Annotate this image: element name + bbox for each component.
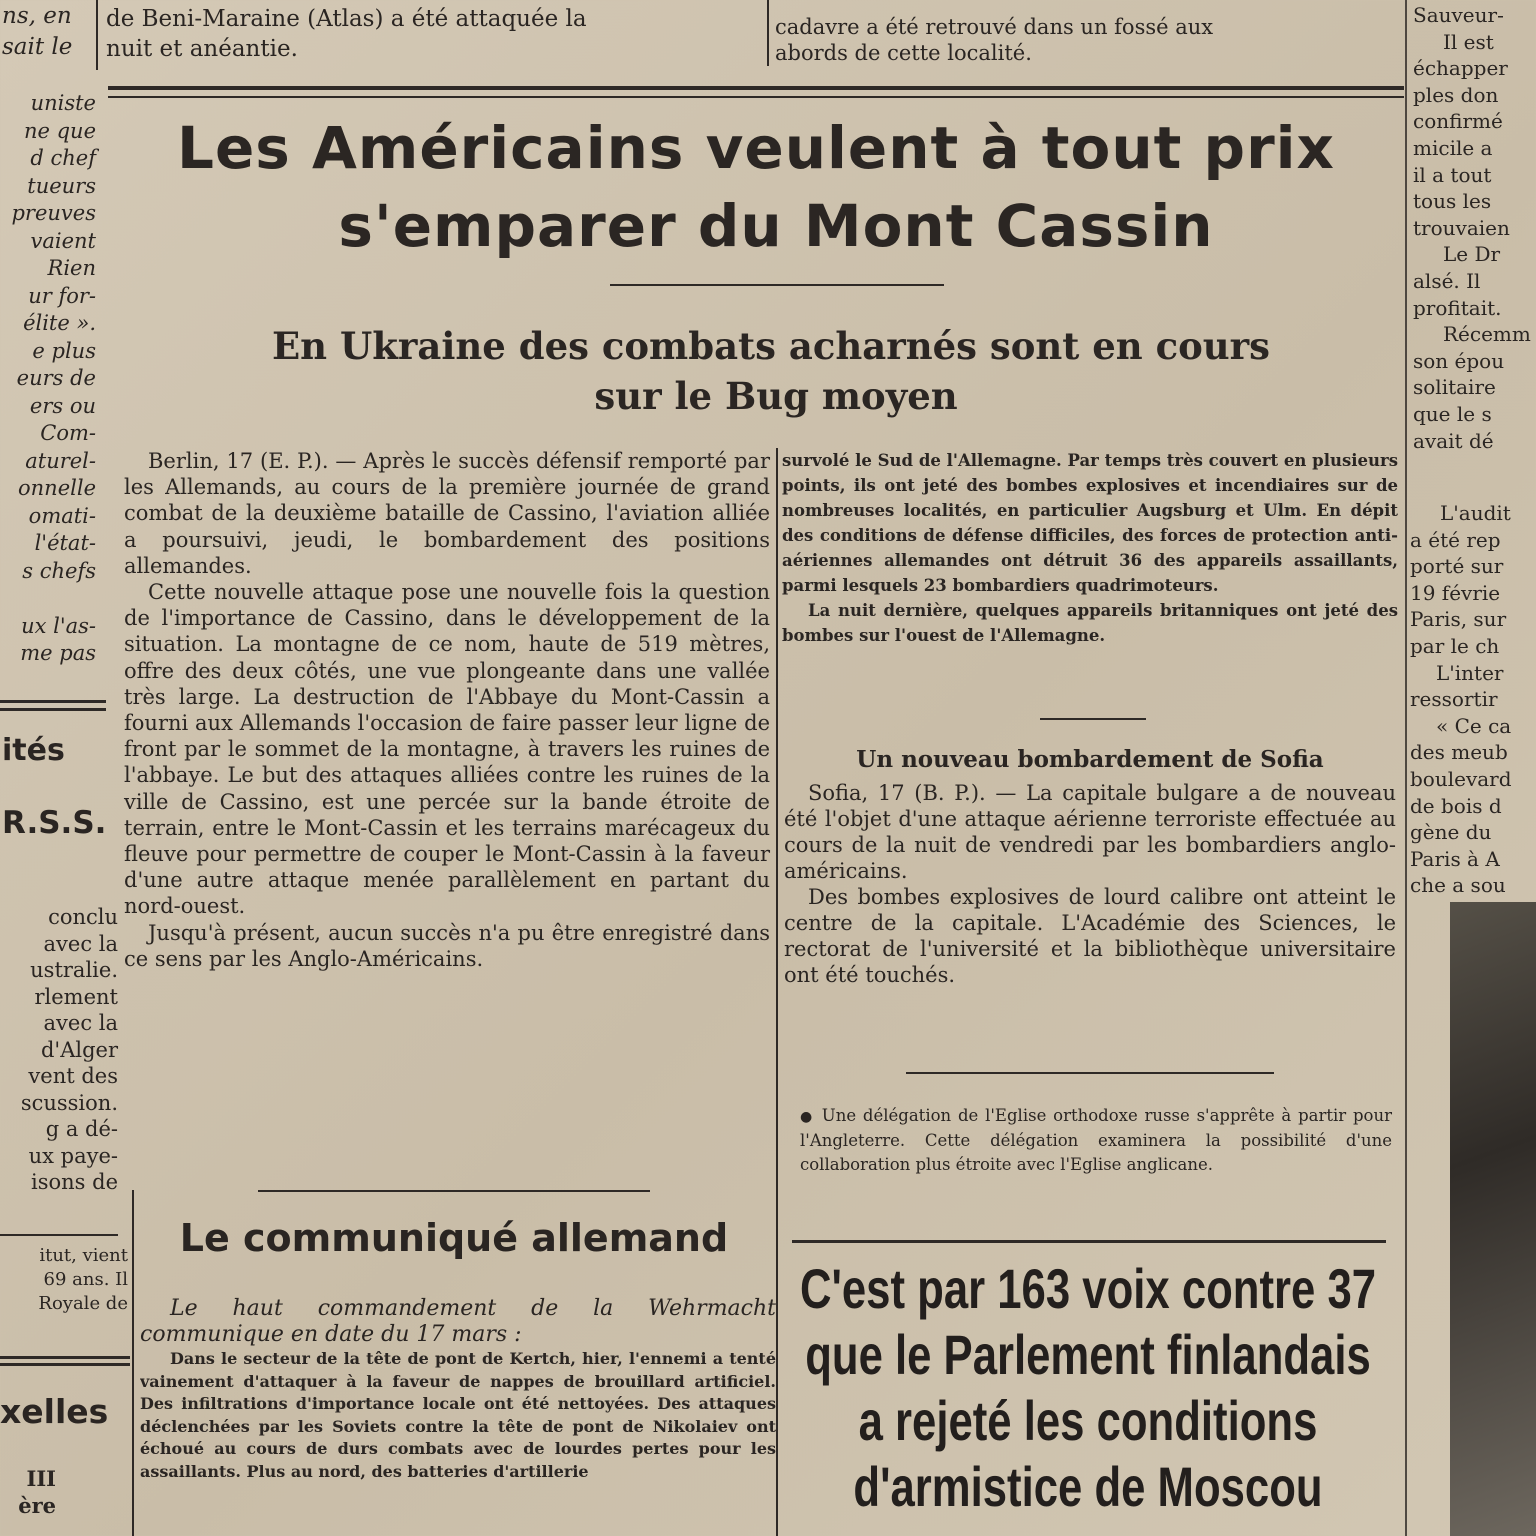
left-fragment-line: eurs de xyxy=(16,366,96,390)
left-fragment-line: Rien xyxy=(47,256,96,280)
right-fragment-line: porté sur xyxy=(1410,554,1504,579)
left-fragment-line: d'Alger xyxy=(40,1037,118,1062)
right-fragment-line: L'audit xyxy=(1440,501,1511,525)
left-fragment-line: ustralie. xyxy=(30,958,118,982)
main-paragraph: Cette nouvelle attaque pose une nouvelle fois la question de l'importance de Cassino, dans le développement de la situation. La montagne de ce nom, haute de 519 mètres, offre des deux côtés, une vue plongeante dans une vallée très large. La destruction de l'Abbaye du Mont-Cassin a fourni aux Allemands l'occasion de faire passer leur ligne de front par le sommet de la montagne, à travers les ruines de l'abbaye. Le but des attaques alliées contre les ruines de la ville de Cassino, est une percée sur la bande étroite de terrain, entre le Mont-Cassin et les terrains marécageux du fleuve pour permettre de couper le Mont-Cassin à la faveur d'une autre attaque menée parallèlement en partant du nord-ouest. xyxy=(124,580,770,919)
right-fragment-column-b xyxy=(1410,500,1536,899)
right-fragment-line: profitait. xyxy=(1413,295,1502,320)
right-fragment-line: Récemm xyxy=(1443,322,1531,347)
left-fragment-line: onnelle xyxy=(18,476,96,500)
top-left-fragment-1: ns, en xyxy=(2,3,72,29)
right-fragment-line: que le s xyxy=(1413,401,1492,426)
left-fragment-line: rlement xyxy=(34,984,118,1009)
left-fragment-line: aturel- xyxy=(25,448,96,473)
continuation-paragraph: survolé le Sud de l'Allemagne. Par temps très couvert en plusieurs points, ils ont jeté des bombes explosives et incendiaires sur de nombreuses localités, en particulier Augsburg et Ulm. En dépit des conditions de défense difficiles, des forces de protection anti-aériennes allemandes ont détruit 36 des appareils assaillants, parmi lesquels 23 bombardiers quadrimoteurs. xyxy=(782,451,1398,595)
left-fragment-line: isons de xyxy=(31,1170,118,1194)
eglise-text: Une délégation de l'Eglise orthodoxe russe s'apprête à partir pour l'Angleterre. Cette délégation examinera la possibilité d'une collaboration plus étroite avec l'Eglise anglicane. xyxy=(800,1106,1392,1174)
left-fragment-column-c xyxy=(0,1244,128,1316)
center-column-divider xyxy=(776,448,778,1536)
left-fragment-column-a xyxy=(0,90,96,668)
left-fragment-line: ux l'as- xyxy=(21,613,96,638)
communique-top-rule xyxy=(258,1190,650,1192)
left-fragment-line: itut, vient xyxy=(39,1245,128,1266)
communique-body xyxy=(140,1296,776,1536)
right-fragment-line: boulevard xyxy=(1410,766,1512,791)
top-right-line-1: cadavre a été retrouvé dans un fossé aux xyxy=(775,15,1214,39)
top-right-line-2: abords de cette localité. xyxy=(775,41,1032,65)
sofia-title: Un nouveau bombardement de Sofia xyxy=(856,746,1324,773)
left-fragment-line: Com- xyxy=(40,421,96,445)
right-fragment-line: de bois d xyxy=(1410,793,1502,818)
main-headline-line-2: s'emparer du Mont Cassin xyxy=(338,192,1214,260)
finland-top-rule xyxy=(792,1240,1386,1243)
left-heading-1: ités xyxy=(2,733,65,768)
right-fragment-line: son épou xyxy=(1413,348,1505,373)
right-fragment-line: Paris, sur xyxy=(1410,607,1507,632)
left-fragment-line: élite ». xyxy=(23,311,96,335)
top-center-line-2: nuit et anéantie. xyxy=(106,36,298,62)
sofia-body xyxy=(784,780,1396,988)
left-fragment-line: ux paye- xyxy=(28,1143,118,1168)
finland-headline xyxy=(786,1256,1390,1536)
left-heading-3: xelles xyxy=(0,1392,109,1431)
left-fragment-line: ur for- xyxy=(28,283,96,308)
finland-line-3: a rejeté les conditions xyxy=(858,1389,1318,1452)
left-fragment-line: tueurs xyxy=(27,173,96,198)
top-column-divider xyxy=(767,0,769,66)
left-double-rule-3 xyxy=(0,1356,130,1359)
left-fragment-line: me pas xyxy=(20,641,96,665)
left-fragment-line: e plus xyxy=(32,338,96,363)
finland-line-4: d'armistice de Moscou xyxy=(853,1455,1323,1518)
left-fragment-line: ers ou xyxy=(29,393,96,418)
left-heading-2: R.S.S. xyxy=(2,805,107,841)
main-article-body xyxy=(124,448,770,972)
left-fragment-line: avec la xyxy=(43,1011,118,1035)
left-short-rule xyxy=(0,1234,118,1236)
left-double-rule-2 xyxy=(0,708,106,711)
right-fragment-line: micile a xyxy=(1413,135,1493,160)
left-fragment-line: d chef xyxy=(30,146,96,170)
right-fragment-line: che a sou xyxy=(1410,873,1506,898)
right-fragment-line: ples don xyxy=(1413,82,1499,107)
main-subhead-line-1: En Ukraine des combats acharnés sont en cours xyxy=(271,324,1271,368)
left-fragment-line: uniste xyxy=(30,91,96,115)
right-fragment-line: L'inter xyxy=(1436,660,1504,685)
left-double-rule-4 xyxy=(0,1363,130,1366)
left-fragment-line: III xyxy=(26,1466,56,1491)
main-top-rule-thin xyxy=(108,96,1404,98)
left-fragment-column-b xyxy=(0,904,118,1196)
eglise-brief xyxy=(800,1104,1392,1177)
right-fragment-line: alsé. Il xyxy=(1413,268,1481,293)
left-fragment-line: 69 ans. Il xyxy=(43,1269,128,1290)
left-fragment-line: scussion. xyxy=(20,1090,118,1115)
right-fragment-line: par le ch xyxy=(1410,633,1500,658)
right-fragment-line: Sauveur- xyxy=(1413,3,1504,27)
main-article-continuation xyxy=(782,448,1398,648)
photo-image xyxy=(1450,902,1536,1536)
main-subhead-line-2: sur le Bug moyen xyxy=(594,374,958,418)
right-fragment-line: confirmé xyxy=(1413,109,1503,134)
main-paragraph: Berlin, 17 (E. P.). — Après le succès défensif remporté par les Allemands, au cours de la première journée de grand combat de la deuxième bataille de Cassino, l'aviation alliée a poursuivi, jeudi, le bombardement des positions allemandes. xyxy=(124,449,770,578)
left-fragment-line: Royale de xyxy=(38,1293,128,1314)
right-fragment-line: des meub xyxy=(1410,740,1508,765)
left-column-divider xyxy=(96,0,98,70)
finland-line-2: que le Parlement finlandais xyxy=(805,1323,1371,1386)
left-fragment-line: vaient xyxy=(30,228,96,253)
right-fragment-line: avait dé xyxy=(1413,428,1494,453)
right-fragment-line: tous les xyxy=(1413,189,1492,214)
left-fragment-column-d xyxy=(0,1466,56,1519)
bullet-icon: ● xyxy=(800,1109,814,1125)
short-rule-2 xyxy=(906,1072,1274,1074)
right-fragment-line: a été rep xyxy=(1410,527,1501,552)
main-left-column-divider xyxy=(132,1190,134,1536)
sofia-paragraph: Des bombes explosives de lourd calibre ont atteint le centre de la capitale. L'Académie des Sciences, le rectorat de l'université et la bibliothèque universitaire ont été touchés. xyxy=(784,885,1396,987)
left-fragment-line: ère xyxy=(18,1492,56,1518)
communique-title: Le communiqué allemand xyxy=(179,1216,729,1260)
left-fragment-line: avec la xyxy=(43,931,118,956)
left-double-rule-1 xyxy=(0,700,106,703)
finland-line-1: C'est par 163 voix contre 37 xyxy=(799,1257,1377,1320)
left-fragment-line: g a dé- xyxy=(45,1117,118,1141)
main-headline-line-1: Les Américains veulent à tout prix xyxy=(177,114,1335,182)
sofia-paragraph: Sofia, 17 (B. P.). — La capitale bulgare a de nouveau été l'objet d'une attaque aérienne terroriste effectuée au cours de la nuit de vendredi par les bombardiers anglo-américains. xyxy=(784,781,1396,883)
right-fragment-line: échapper xyxy=(1413,56,1508,81)
right-fragment-line: Il est xyxy=(1443,29,1494,54)
left-fragment-line: s chefs xyxy=(22,558,96,583)
right-fragment-line: Paris à A xyxy=(1410,846,1500,871)
right-fragment-line: Le Dr xyxy=(1443,242,1501,267)
left-fragment-line: preuves xyxy=(11,201,96,225)
left-fragment-line: l'état- xyxy=(34,531,96,555)
short-rule-1 xyxy=(1040,718,1146,720)
left-fragment-line: conclu xyxy=(48,905,118,929)
right-fragment-line: « Ce ca xyxy=(1436,713,1512,738)
right-fragment-line: il a tout xyxy=(1413,162,1492,187)
right-fragment-line: solitaire xyxy=(1413,375,1496,400)
right-fragment-line: 19 févrie xyxy=(1410,580,1501,605)
right-fragment-line: ressortir xyxy=(1410,687,1498,712)
left-fragment-line: vent des xyxy=(28,1064,118,1088)
right-fragment-line: gène du xyxy=(1410,820,1492,845)
main-paragraph: Jusqu'à présent, aucun succès n'a pu être enregistré dans ce sens par les Anglo-Américains. xyxy=(124,920,770,971)
top-center-line-1: de Beni-Maraine (Atlas) a été attaquée la xyxy=(106,6,587,32)
communique-intro: Le haut commandement de la Wehrmacht communique en date du 17 mars : xyxy=(140,1296,776,1347)
main-top-rule-thick xyxy=(108,86,1404,90)
communique-text: Dans le secteur de la tête de pont de Kertch, hier, l'ennemi a tenté vainement d'attaquer à la faveur de nappes de brouillard artificiel. Des infiltrations d'importance locale ont été nettoyées. Des attaques déclenchées par les Soviets contre la tête de pont de Nikolaiev ont échoué au cours de durs combats avec de lourdes pertes pour les assaillants. Plus au nord, des batteries d'artillerie xyxy=(140,1349,776,1481)
left-fragment-line: ne que xyxy=(23,118,96,143)
headline-separator xyxy=(610,284,944,286)
top-left-fragment-2: sait le xyxy=(2,34,73,60)
left-fragment-line: omati- xyxy=(28,503,96,528)
right-fragment-line: trouvaien xyxy=(1413,215,1510,240)
continuation-paragraph: La nuit dernière, quelques appareils britanniques ont jeté des bombes sur l'ouest de l'Allemagne. xyxy=(782,601,1398,645)
left-fragment-line xyxy=(0,585,96,613)
